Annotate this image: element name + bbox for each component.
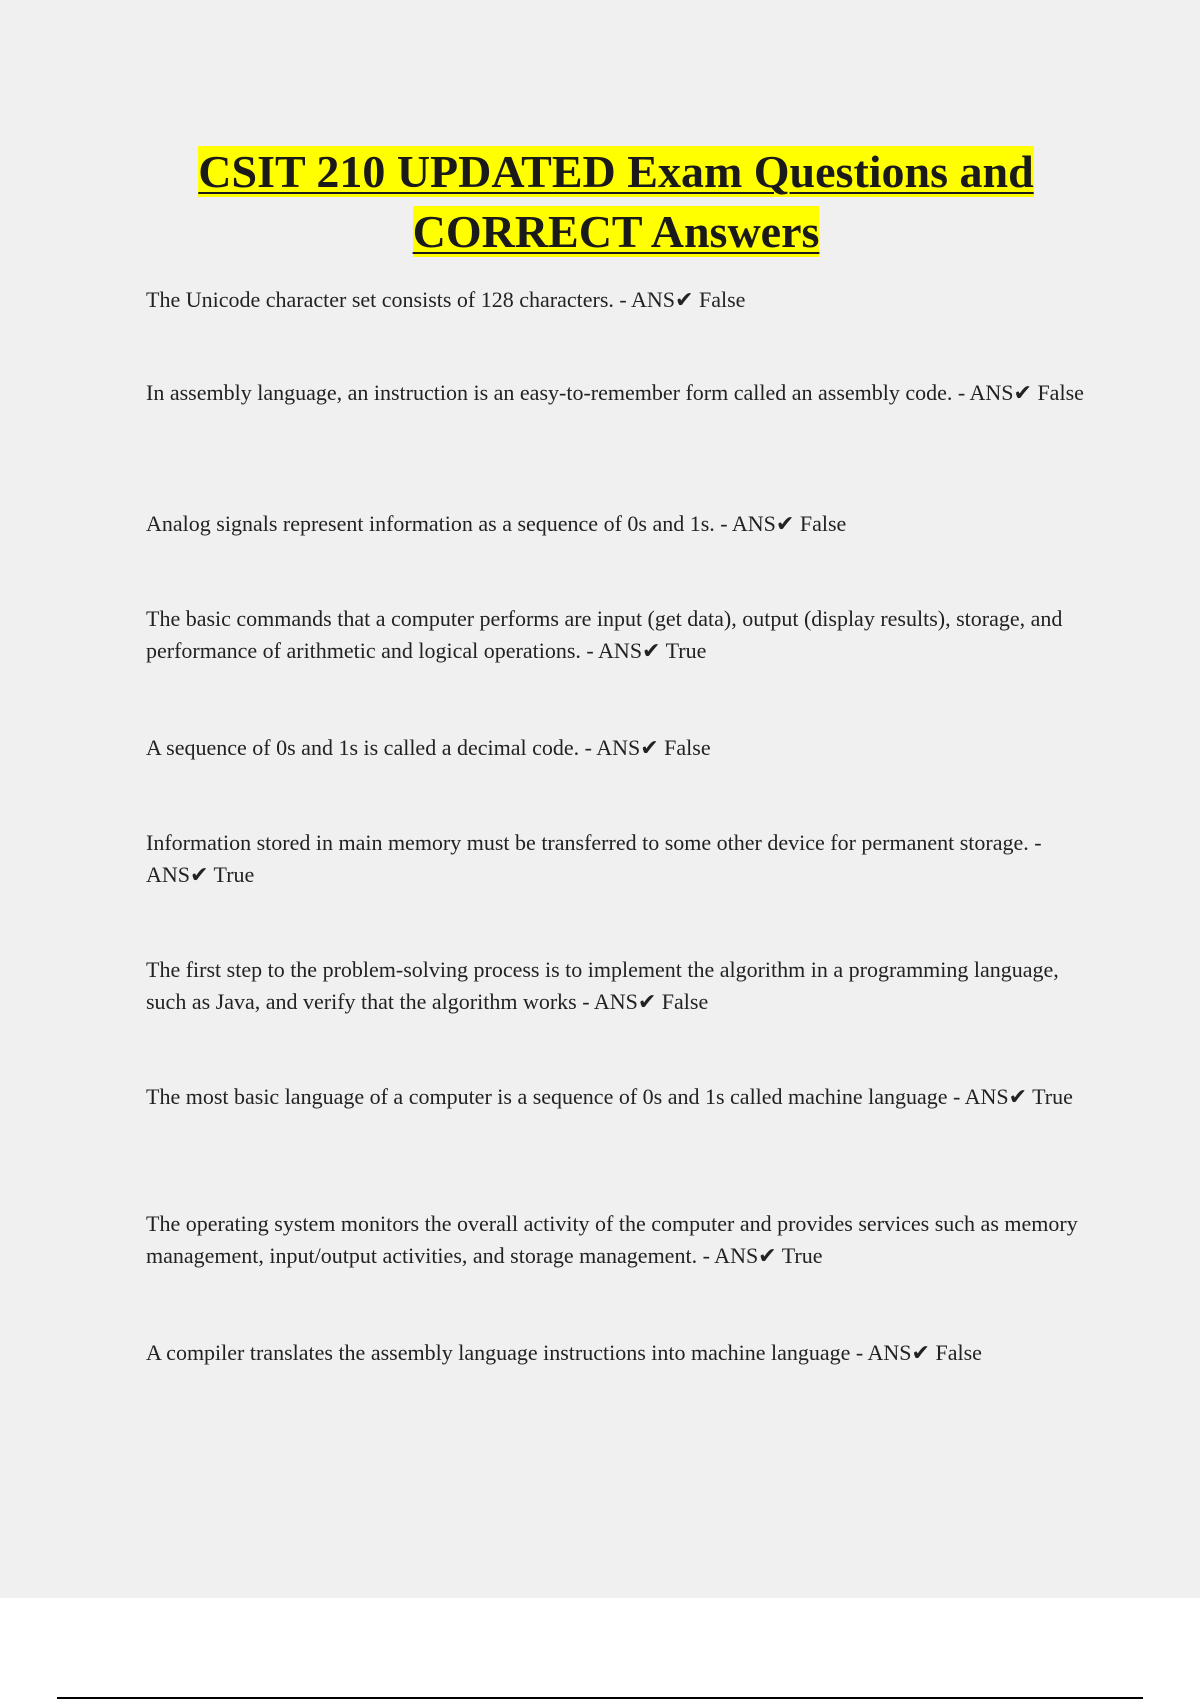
qa-item-7: The first step to the problem-solving process is to implement the algorithm in a programming language, such as Java, and verify that the algorithm works - ANS✔ False [146, 957, 1059, 1014]
qa-item-3: Analog signals represent information as a sequence of 0s and 1s. - ANS✔ False [146, 511, 847, 536]
qa-item-8: The most basic language of a computer is a sequence of 0s and 1s called machine language - ANS✔ True [146, 1084, 1073, 1109]
document-title [80, 142, 1152, 262]
qa-item-4: The basic commands that a computer performs are input (get data), output (display results), storage, and performance of arithmetic and logical operations. - ANS✔ True [146, 606, 1063, 663]
title-line-1: CSIT 210 UPDATED Exam Questions and [198, 146, 1034, 197]
qa-item-6: Information stored in main memory must be transferred to some other device for permanent storage. - ANS✔ True [146, 830, 1042, 887]
qa-item-1: The Unicode character set consists of 128 characters. - ANS✔ False [146, 287, 746, 312]
title-line-2: CORRECT Answers [412, 206, 820, 257]
qa-item-9: The operating system monitors the overall activity of the computer and provides services such as memory management, input/output activities, and storage management. - ANS✔ True [146, 1211, 1078, 1268]
page-separator-line [57, 1697, 1143, 1699]
qa-item-10: A compiler translates the assembly language instructions into machine language - ANS✔ False [146, 1340, 982, 1365]
qa-item-5: A sequence of 0s and 1s is called a decimal code. - ANS✔ False [146, 735, 711, 760]
qa-item-2: In assembly language, an instruction is an easy-to-remember form called an assembly code. - ANS✔ False [146, 380, 1084, 405]
